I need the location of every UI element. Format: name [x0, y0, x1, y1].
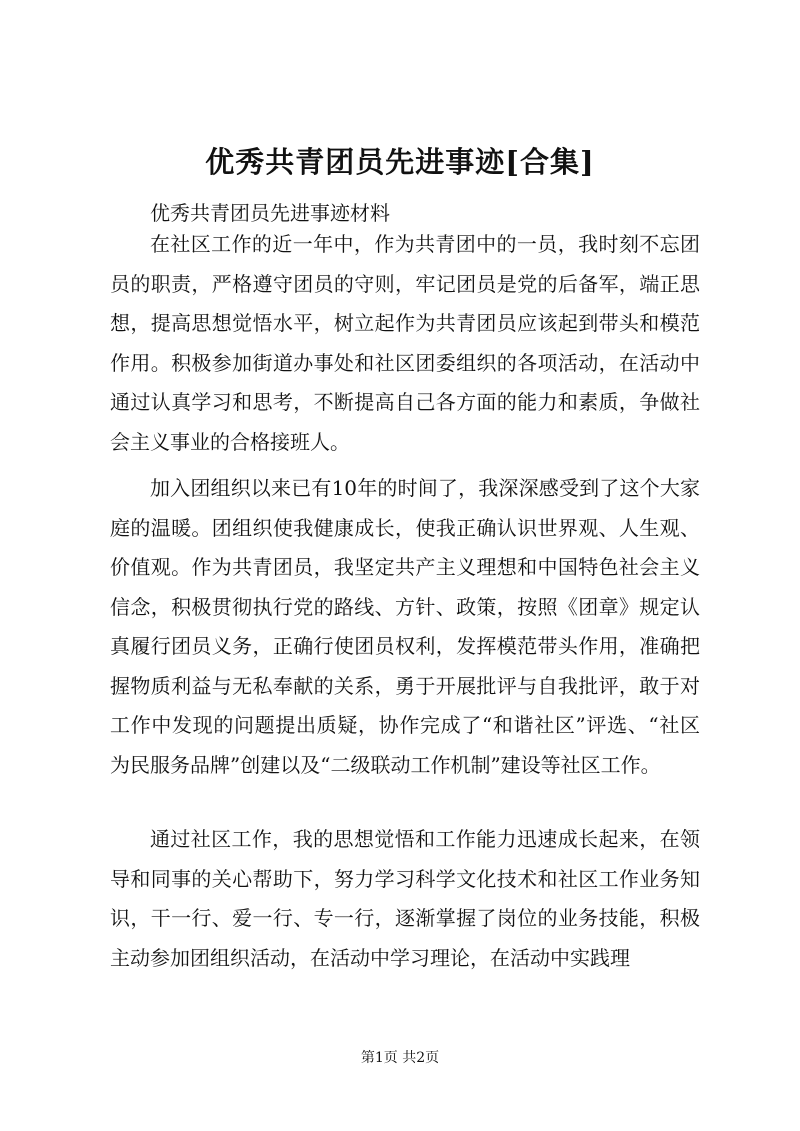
page-number-footer: 第1页 共2页	[360, 1050, 440, 1066]
document-title: 优秀共青团员先进事迹[合集]	[205, 145, 595, 179]
document-subtitle: 优秀共青团员先进事迹材料	[150, 201, 390, 225]
paragraph-3: 通过社区工作，我的思想觉悟和工作能力迅速成长起来，在领导和同事的关心帮助下，努力学习科学文化技术和社区工作业务知识，干一行、爱一行、专一行，逐渐掌握了岗位的业务技能，积极主动参加团组织活动，在活动中学习理论，在活动中实践理	[110, 827, 700, 970]
paragraph-2: 加入团组织以来已有10年的时间了，我深深感受到了这个大家庭的温暖。团组织使我健康成长，使我正确认识世界观、人生观、价值观。作为共青团员，我坚定共产主义理想和中国特色社会主义信念，积极贯彻执行党的路线、方针、政策，按照《团章》规定认真履行团员义务，正确行使团员权利，发挥模范带头作用，准确把握物质利益与无私奉献的关系，勇于开展批评与自我批评，敢于对工作中发现的问题提出质疑，协作完成了“和谐社区”评选、“社区为民服务品牌”创建以及“二级联动工作机制”建设等社区工作。	[110, 476, 700, 777]
paragraph-1: 在社区工作的近一年中，作为共青团中的一员，我时刻不忘团员的职责，严格遵守团员的守则，牢记团员是党的后备军，端正思想，提高思想觉悟水平，树立起作为共青团员应该起到带头和模范作用。积极参加街道办事处和社区团委组织的各项活动，在活动中通过认真学习和思考，不断提高自己各方面的能力和素质，争做社会主义事业的合格接班人。	[110, 232, 700, 454]
